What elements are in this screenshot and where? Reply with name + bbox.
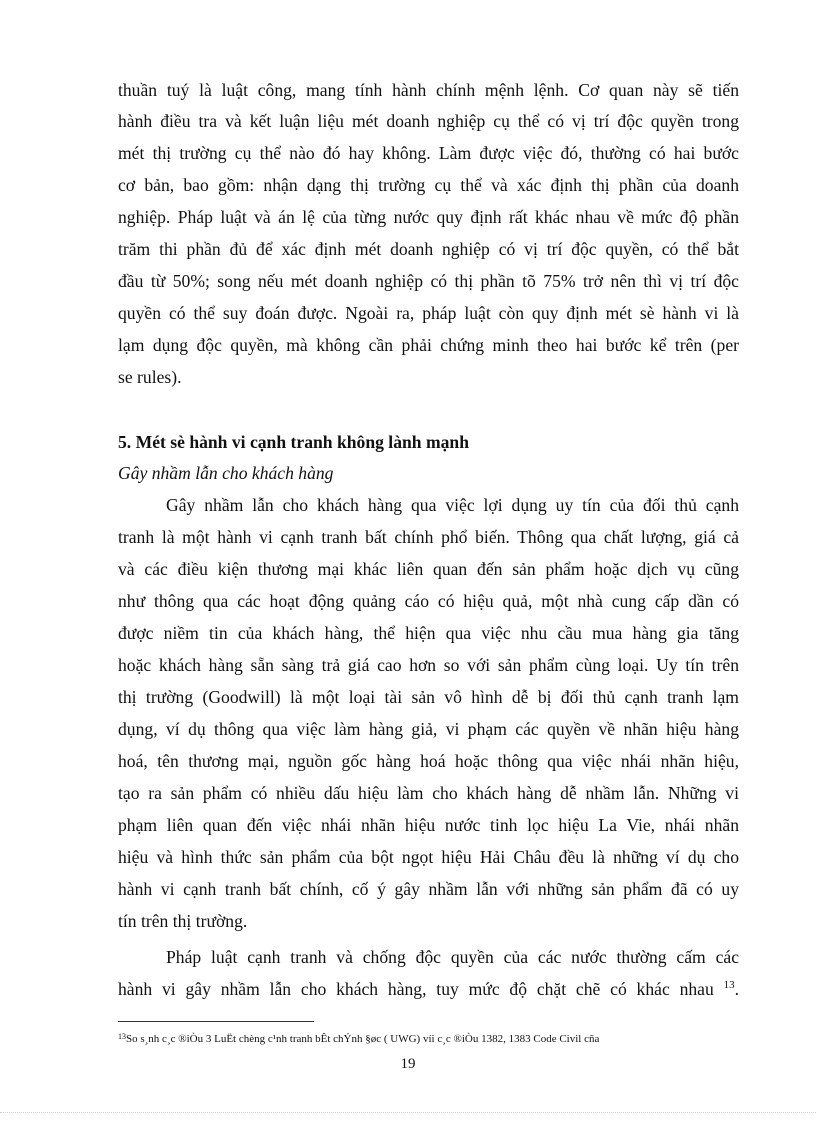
paragraph-line	[118, 978, 739, 1000]
paragraph-line: dụng, ví dụ thông qua việc làm hàng giả, vi phạm các quyền về nhãn hiệu hàng	[118, 719, 739, 739]
paragraph-line: phạm liên quan đến việc nhái nhãn hiệu nước tinh lọc hiệu La Vie, nhái nhãn	[118, 815, 739, 835]
paragraph-line: mét thị trường cụ thể nào đó hay không. Làm được việc đó, thường có hai bước	[118, 143, 739, 163]
paragraph-line: hoặc khách hàng sẵn sàng trả giá cao hơn so với sản phẩm cùng loại. Uy tín trên	[118, 655, 739, 675]
paragraph-line: cơ bản, bao gồm: nhận dạng thị trường cụ thể và xác định thị phần của doanh	[118, 175, 739, 195]
paragraph-line: tranh là một hành vi cạnh tranh bất chính phổ biến. Thông qua chất lượng, giá cả	[118, 527, 739, 547]
paragraph-line: trăm thi phần đủ để xác định mét doanh nghiệp có vị trí độc quyền, có thể bắt	[118, 239, 739, 259]
footnote	[118, 1032, 599, 1046]
paragraph-line: Gây nhầm lẫn cho khách hàng qua việc lợi dụng uy tín của đối thủ cạnh	[166, 495, 739, 515]
paragraph-line: hành điều tra và kết luận liệu mét doanh nghiệp cụ thể có vị trí độc quyền trong	[118, 111, 739, 131]
page-number: 19	[400, 1056, 416, 1072]
paragraph-line: được niềm tin của khách hàng, thể hiện qua việc nhu cầu mua hàng gia tăng	[118, 623, 739, 643]
paragraph-line: hành vi cạnh tranh bất chính, cố ý gây nhầm lẫn với những sản phẩm đã có uy	[118, 879, 739, 899]
footnote-number: 13	[118, 1032, 126, 1041]
paragraph-line: se rules).	[118, 367, 182, 387]
paragraph-line: thuần tuý là luật công, mang tính hành chính mệnh lệnh. Cơ quan này sẽ tiến	[118, 80, 739, 100]
paragraph-line: nghiệp. Pháp luật và án lệ của từng nước quy định rất khác nhau về mức độ phần	[118, 207, 739, 227]
paragraph-line: lạm dụng độc quyền, mà không cần phải chứng minh theo hai bước kể trên (per	[118, 335, 739, 355]
footnote-separator	[118, 1021, 314, 1022]
paragraph-line: như thông qua các hoạt động quảng cáo có hiệu quả, một nhà cung cấp dần có	[118, 591, 739, 611]
paragraph-line: hoá, tên thương mại, nguồn gốc hàng hoá hoặc thông qua việc nhái nhãn hiệu,	[118, 751, 739, 771]
section-subheading: Gây nhầm lẫn cho khách hàng	[118, 463, 334, 483]
footnote-reference[interactable]: 13	[723, 979, 735, 991]
sentence-end: .	[734, 979, 739, 999]
paragraph-line: tín trên thị trường.	[118, 911, 248, 931]
paragraph-line: và các điều kiện thương mại khác liên quan đến sản phẩm hoặc dịch vụ cũng	[118, 559, 739, 579]
footnote-text: So s¸nh c¸c ®iÒu 3 LuËt chèng c¹nh tranh bÊt chÝnh §øc ( UWG) víi c¸c ®iÒu 1382, 1383 Code Civil cña	[126, 1033, 600, 1045]
paragraph-line: tạo ra sản phẩm có nhiều dấu hiệu làm cho khách hàng dễ nhầm lẫn. Những vi	[118, 783, 739, 803]
paragraph-line: thị trường (Goodwill) là một loại tài sản vô hình dễ bị đối thủ cạnh tranh lạm	[118, 687, 739, 707]
paragraph-line: Pháp luật cạnh tranh và chống độc quyền của các nước thường cấm các	[166, 947, 739, 967]
paragraph-line: đầu từ 50%; song nếu mét doanh nghiệp có thị phần tõ 75% trở nên thì vị trí độc	[118, 271, 739, 291]
paragraph-line: quyền có thể suy đoán được. Ngoài ra, pháp luật còn quy định mét sè hành vi là	[118, 303, 739, 323]
paragraph-line-text: hành vi gây nhầm lẫn cho khách hàng, tuy mức độ chặt chẽ có khác nhau	[118, 979, 714, 999]
page-bottom-divider	[0, 1112, 816, 1113]
paragraph-line: hiệu và hình thức sản phẩm của bột ngọt hiệu Hải Châu đều là những ví dụ cho	[118, 847, 739, 867]
section-heading: 5. Mét sè hành vi cạnh tranh không lành mạnh	[118, 432, 469, 452]
